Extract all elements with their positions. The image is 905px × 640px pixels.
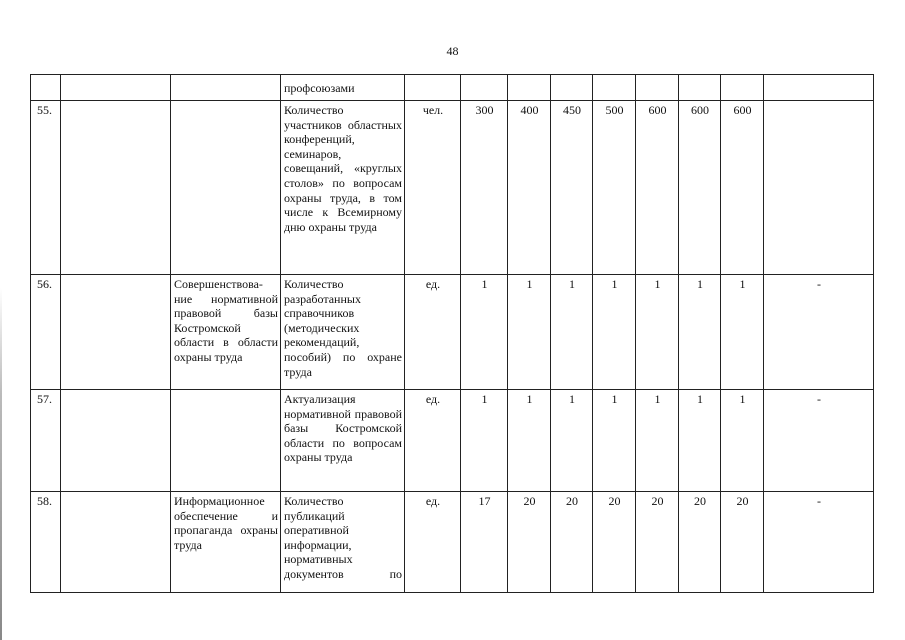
goal-cell [61, 101, 171, 275]
value-cell: 1 [461, 275, 508, 390]
value-cell: 20 [679, 492, 721, 593]
note-cell [764, 101, 874, 275]
value-cell [593, 75, 636, 101]
row-number: 55. [31, 101, 61, 275]
value-cell: 600 [721, 101, 764, 275]
task-cell: Информационное обеспечение и пропаганда охраны труда [171, 492, 281, 593]
page-number: 48 [446, 44, 459, 58]
table-row [31, 275, 874, 390]
value-cell [461, 75, 508, 101]
value-cell [551, 75, 593, 101]
unit-cell: ед. [405, 492, 461, 593]
indicator-cell: Количество участников областных конференций, семинаров, совещаний, «круглых столов» по вопросам охраны труда, в том числе к Всемирному дню охраны труда [281, 101, 405, 275]
value-cell: 1 [593, 390, 636, 492]
value-cell [636, 75, 679, 101]
value-cell: 1 [508, 390, 551, 492]
value-cell [679, 75, 721, 101]
scan-edge-shadow [0, 288, 2, 640]
row-number: 58. [31, 492, 61, 593]
value-cell: 20 [551, 492, 593, 593]
note-cell: - [764, 390, 874, 492]
indicator-cell: Количество публикаций оперативной информации, нормативных документов по [281, 492, 405, 593]
table-row [31, 390, 874, 492]
value-cell: 20 [721, 492, 764, 593]
note-cell: - [764, 492, 874, 593]
unit-cell [405, 75, 461, 101]
value-cell: 400 [508, 101, 551, 275]
goal-cell [61, 390, 171, 492]
value-cell: 1 [551, 390, 593, 492]
value-cell: 300 [461, 101, 508, 275]
note-cell [764, 75, 874, 101]
row-number: 57. [31, 390, 61, 492]
value-cell: 1 [593, 275, 636, 390]
value-cell: 600 [679, 101, 721, 275]
goal-cell [61, 275, 171, 390]
value-cell: 1 [461, 390, 508, 492]
indicators-table [30, 74, 874, 593]
indicator-cell: Актуализация нормативной правовой базы Костромской области по вопросам охраны труда [281, 390, 405, 492]
value-cell: 450 [551, 101, 593, 275]
unit-cell: чел. [405, 101, 461, 275]
value-cell: 500 [593, 101, 636, 275]
indicator-cell: профсоюзами [281, 75, 405, 101]
value-cell: 20 [636, 492, 679, 593]
goal-cell [61, 75, 171, 101]
value-cell [508, 75, 551, 101]
value-cell: 17 [461, 492, 508, 593]
value-cell: 600 [636, 101, 679, 275]
value-cell: 1 [636, 390, 679, 492]
value-cell: 1 [508, 275, 551, 390]
table-row [31, 101, 874, 275]
value-cell: 1 [679, 390, 721, 492]
value-cell: 1 [721, 390, 764, 492]
task-cell: Совершенствова-ние нормативной правовой базы Костромской области в области охраны труда [171, 275, 281, 390]
table-row [31, 75, 874, 101]
unit-cell: ед. [405, 275, 461, 390]
table-row [31, 492, 874, 593]
indicator-cell: Количество разработанных справочников (методических рекомендаций, пособий) по охране труда [281, 275, 405, 390]
value-cell: 1 [551, 275, 593, 390]
value-cell: 1 [721, 275, 764, 390]
unit-cell: ед. [405, 390, 461, 492]
note-cell: - [764, 275, 874, 390]
row-number [31, 75, 61, 101]
value-cell: 20 [508, 492, 551, 593]
task-cell [171, 390, 281, 492]
task-cell [171, 101, 281, 275]
value-cell: 20 [593, 492, 636, 593]
task-cell [171, 75, 281, 101]
value-cell: 1 [636, 275, 679, 390]
value-cell [721, 75, 764, 101]
value-cell: 1 [679, 275, 721, 390]
goal-cell [61, 492, 171, 593]
row-number: 56. [31, 275, 61, 390]
